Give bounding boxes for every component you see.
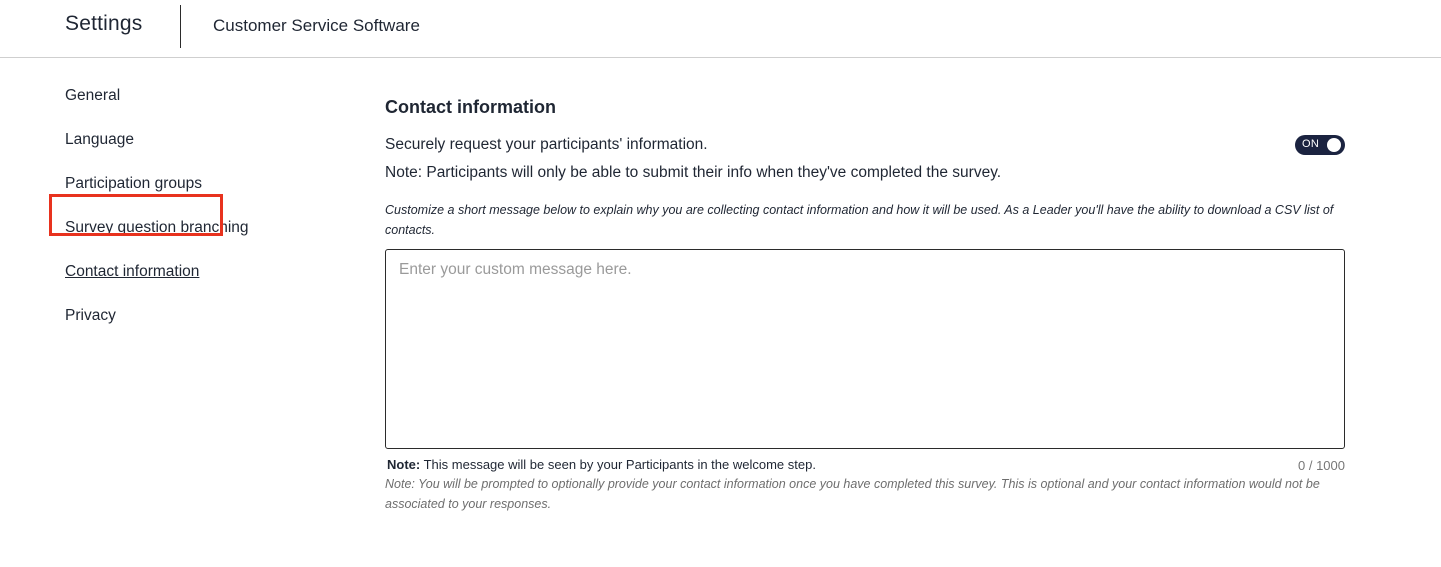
sidebar-item-contact-information[interactable]: Contact information — [65, 263, 200, 280]
sidebar-item-survey-question-branching[interactable]: Survey question branching — [65, 219, 249, 236]
note-body: This message will be seen by your Participants in the welcome step. — [420, 457, 816, 472]
contact-info-toggle[interactable] — [1295, 135, 1345, 155]
page-title: Settings — [65, 12, 143, 35]
header-divider — [180, 5, 181, 48]
welcome-step-note — [387, 457, 816, 472]
app-name: Customer Service Software — [213, 16, 420, 35]
custom-message-help-text: Customize a short message below to explain why you are collecting contact information and how it will be used. As a Leader you'll have the ability to download a CSV list of contacts. — [385, 203, 1334, 237]
request-info-label: Securely request your participants' information. — [385, 136, 708, 153]
toggle-knob — [1327, 138, 1341, 152]
custom-message-textarea[interactable] — [385, 249, 1345, 449]
toggle-state-label: ON — [1302, 138, 1320, 150]
sidebar-item-general[interactable]: General — [65, 87, 121, 104]
top-header — [0, 0, 1441, 58]
note-label: Note: — [387, 457, 421, 472]
privacy-note: Note: You will be prompted to optionally provide your contact information once you have completed this survey. This is optional and your contact information would not be associated to your responses. — [385, 477, 1320, 511]
sidebar-item-participation-groups[interactable]: Participation groups — [65, 175, 202, 192]
sidebar-item-privacy[interactable]: Privacy — [65, 307, 116, 324]
sidebar-item-language[interactable]: Language — [65, 131, 134, 148]
section-title: Contact information — [385, 97, 556, 117]
character-counter: 0 / 1000 — [1298, 458, 1345, 473]
completion-note: Note: Participants will only be able to submit their info when they've completed the survey. — [385, 164, 1002, 181]
